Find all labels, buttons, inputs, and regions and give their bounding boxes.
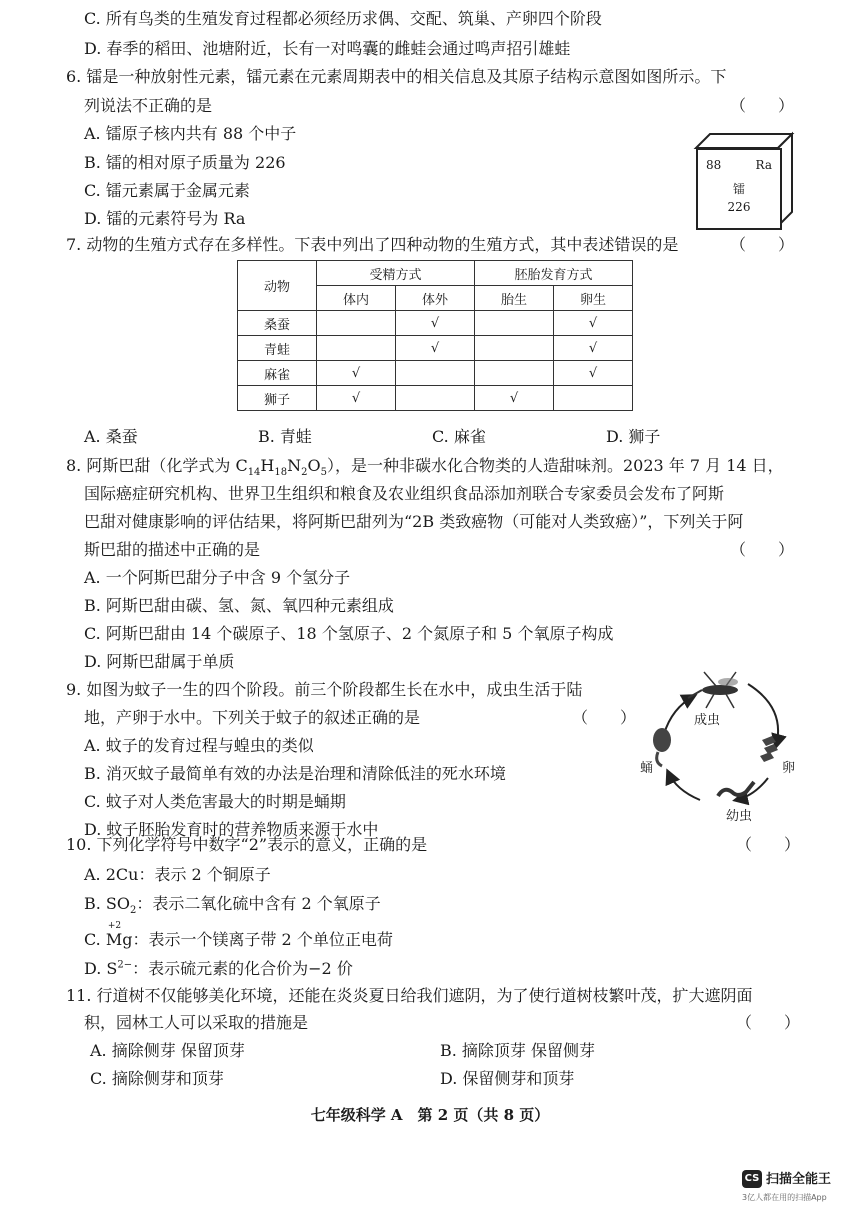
q8-option-d: D. 阿斯巴甜属于单质	[84, 652, 235, 671]
q7-answer-bracket: （ ）	[730, 235, 795, 254]
q11-option-d: D. 保留侧芽和顶芽	[440, 1069, 575, 1088]
page-footer: 七年级科学 A 第 2 页（共 8 页）	[310, 1106, 550, 1124]
table-row	[238, 386, 633, 411]
table-cell	[475, 311, 554, 336]
q10-c-element: Mg	[105, 930, 133, 949]
egg-icon	[760, 736, 778, 762]
q6-option-b: B. 镭的相对原子质量为 226	[84, 153, 286, 172]
table-cell-animal: 桑蚕	[238, 311, 317, 336]
q7-option-b: B. 青蛙	[258, 427, 312, 446]
q10-c-text: C.	[84, 930, 106, 949]
q9-stem-line1: 9. 如图为蚊子一生的四个阶段。前三个阶段都生长在水中，成虫生活于陆	[66, 680, 583, 699]
q6-stem-line1: 6. 镭是一种放射性元素，镭元素在元素周期表中的相关信息及其原子结构示意图如图所示。下	[66, 67, 727, 86]
q8-option-c: C. 阿斯巴甜由 14 个碳原子、18 个氢原子、2 个氮原子和 5 个氧原子构成	[84, 624, 614, 643]
formula-subscript: 2	[301, 467, 308, 479]
label-adult: 成虫	[694, 713, 721, 728]
scanner-tagline: 3亿人都在用的扫描App	[742, 1193, 827, 1202]
formula-subscript: 5	[320, 467, 327, 479]
table-row	[238, 336, 633, 361]
scanner-logo-icon: CS	[742, 1170, 762, 1188]
q6-stem-line2: 列说法不正确的是	[84, 96, 213, 115]
formula-subscript: 18	[274, 467, 288, 479]
adult-mosquito-icon	[688, 672, 738, 708]
table-cell-animal: 狮子	[238, 386, 317, 411]
q8-option-a: A. 一个阿斯巴甜分子中含 9 个氢分子	[84, 568, 351, 587]
q10-answer-bracket: （ ）	[736, 835, 801, 854]
q8-answer-bracket: （ ）	[730, 540, 795, 559]
table-header-animal: 动物	[238, 261, 317, 311]
table-cell: √	[554, 311, 633, 336]
q9-option-b: B. 消灭蚊子最简单有效的办法是治理和清除低洼的死水环境	[84, 764, 506, 783]
formula-element: N	[287, 456, 302, 475]
q8-stem-line1	[66, 455, 784, 477]
table-cell	[317, 336, 396, 361]
q10-option-d	[84, 958, 353, 980]
q10-option-c	[84, 921, 393, 951]
table-cell	[317, 311, 396, 336]
table-header-development: 胚胎发育方式	[475, 261, 633, 286]
q9-stem-line2: 地，产卵于水中。下列关于蚊子的叙述正确的是	[84, 708, 421, 727]
q9-answer-bracket: （ ）	[572, 708, 637, 727]
table-header-fertilization: 受精方式	[317, 261, 475, 286]
table-subheader: 体外	[396, 286, 475, 311]
ion-superscript: 2−	[117, 959, 133, 971]
scanner-watermark	[742, 1168, 832, 1208]
table-cell: √	[475, 386, 554, 411]
element-atomic-number: 88	[706, 158, 722, 172]
q7-option-a: A. 桑蚕	[84, 427, 138, 446]
cycle-arrow	[664, 696, 694, 734]
larva-icon	[718, 782, 754, 796]
valence-symbol	[105, 921, 133, 951]
reproduction-table	[237, 260, 633, 411]
q5-option-d: D. 春季的稻田、池塘附近，长有一对鸣囊的雌蛙会通过鸣声招引雄蛙	[84, 39, 571, 58]
element-atomic-mass: 226	[727, 200, 751, 214]
q8-stem-line3: 巴甜对健康影响的评估结果，将阿斯巴甜列为“2B 类致癌物（可能对人类致癌）”，下列关于阿	[84, 512, 744, 531]
table-subheader: 卵生	[554, 286, 633, 311]
q11-option-b: B. 摘除顶芽 保留侧芽	[440, 1041, 596, 1060]
label-egg: 卵	[782, 761, 796, 776]
cycle-arrow	[748, 684, 778, 746]
q10-option-b	[84, 893, 381, 915]
scanner-app-name: 扫描全能王	[766, 1172, 832, 1187]
q7-stem: 7. 动物的生殖方式存在多样性。下表中列出了四种动物的生殖方式，其中表述错误的是	[66, 235, 679, 254]
table-row	[238, 311, 633, 336]
element-card-radium	[690, 128, 800, 228]
q8-stem-line2: 国际癌症研究机构、世界卫生组织和粮食及农业组织食品添加剂联合专家委员会发布了阿斯	[84, 484, 725, 503]
q5-option-c: C. 所有鸟类的生殖发育过程都必须经历求偶、交配、筑巢、产卵四个阶段	[84, 9, 602, 28]
q8-stem-line4: 斯巴甜的描述中正确的是	[84, 540, 261, 559]
pupa-icon	[653, 728, 671, 766]
formula-subscript: 14	[247, 467, 261, 479]
q7-option-d: D. 狮子	[606, 427, 661, 446]
formula-subscript: 2	[130, 905, 137, 917]
table-subheader: 胎生	[475, 286, 554, 311]
table-cell	[475, 361, 554, 386]
table-cell: √	[396, 311, 475, 336]
mosquito-lifecycle-diagram	[636, 668, 808, 828]
q8-text: 8. 阿斯巴甜（化学式为 C	[66, 456, 248, 475]
element-name: 镭	[732, 182, 745, 196]
element-symbol: Ra	[755, 158, 772, 172]
q9-option-d: D. 蚊子胚胎发育时的营养物质来源于水中	[84, 820, 379, 839]
valence-sup: +2	[107, 921, 122, 931]
q10-option-a: A. 2Cu：表示 2 个铜原子	[84, 865, 271, 884]
table-cell: √	[554, 361, 633, 386]
table-row	[238, 361, 633, 386]
q10-c-text: ：表示一个镁离子带 2 个单位正电荷	[132, 930, 393, 949]
q8-text: ），是一种非碳水化合物类的人造甜味剂。2023 年 7 月 14 日，	[326, 456, 784, 475]
table-cell: √	[317, 361, 396, 386]
q6-option-c: C. 镭元素属于金属元素	[84, 181, 250, 200]
q6-option-d: D. 镭的元素符号为 Ra	[84, 209, 246, 228]
cycle-arrow	[668, 772, 700, 800]
q6-option-a: A. 镭原子核内共有 88 个中子	[84, 124, 297, 143]
q6-answer-bracket: （ ）	[730, 96, 795, 115]
table-cell: √	[317, 386, 396, 411]
q11-option-c: C. 摘除侧芽和顶芽	[90, 1069, 224, 1088]
label-pupa: 蛹	[640, 761, 654, 776]
q10-stem: 10. 下列化学符号中数字“2”表示的意义，正确的是	[66, 835, 428, 854]
q10-b-text: B. SO	[84, 894, 131, 913]
table-cell-animal: 青蛙	[238, 336, 317, 361]
q10-b-text: ：表示二氧化硫中含有 2 个氧原子	[136, 894, 381, 913]
q11-answer-bracket: （ ）	[736, 1013, 801, 1032]
table-subheader: 体内	[317, 286, 396, 311]
q8-option-b: B. 阿斯巴甜由碳、氢、氮、氧四种元素组成	[84, 596, 394, 615]
table-cell	[475, 336, 554, 361]
table-cell: √	[554, 336, 633, 361]
table-cell	[396, 361, 475, 386]
q11-option-a: A. 摘除侧芽 保留顶芽	[90, 1041, 245, 1060]
table-cell-animal: 麻雀	[238, 361, 317, 386]
table-cell	[396, 386, 475, 411]
q7-option-c: C. 麻雀	[432, 427, 486, 446]
table-cell: √	[396, 336, 475, 361]
q9-option-c: C. 蚊子对人类危害最大的时期是蛹期	[84, 792, 346, 811]
table-cell	[554, 386, 633, 411]
element-card-face	[696, 148, 782, 230]
q11-stem-line1: 11. 行道树不仅能够美化环境，还能在炎炎夏日给我们遮阴，为了使行道树枝繁叶茂，扩大遮阴面	[66, 986, 753, 1005]
q9-option-a: A. 蚊子的发育过程与蝗虫的类似	[84, 736, 314, 755]
formula-element: H	[260, 456, 275, 475]
q10-d-text: ：表示硫元素的化合价为−2 价	[132, 959, 353, 978]
q10-d-text: D. S	[84, 959, 118, 978]
formula-element: O	[307, 456, 321, 475]
label-larva: 幼虫	[726, 809, 753, 824]
q11-stem-line2: 积，园林工人可以采取的措施是	[84, 1013, 309, 1032]
